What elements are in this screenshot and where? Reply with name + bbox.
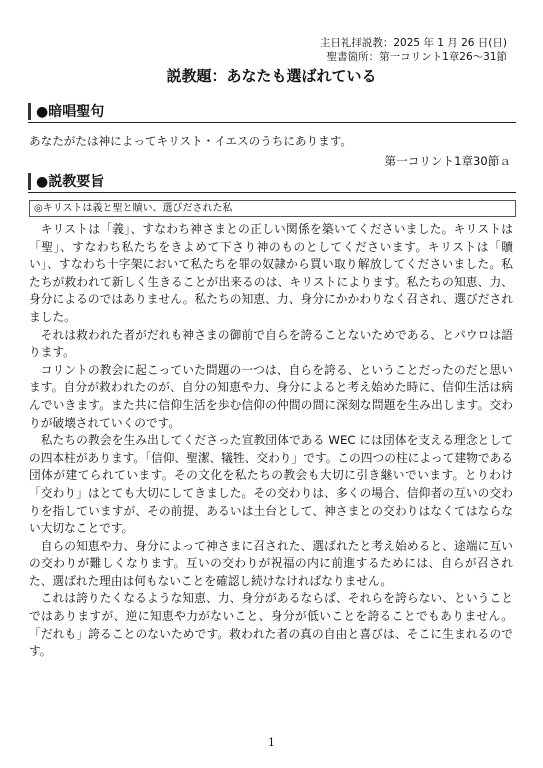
heading-bar	[28, 173, 31, 190]
summary-paragraph: キリストは「義」、すなわち神さまとの正しい関係を築いてくださいました。キリストは「聖」、すなわち私たちをきよめて下さり神のものとしてくださいます。キリストは「贖い」、すなわち十字架において私たちを罪の奴隷から買い取り解放してくださいました。私たちが救われて新しく生きることが出来るのは、キリストによります。私たちの知恵、力、身分によるのではありません。私たちの知恵、力、身分にかかわりなく召され、選びだされました。	[29, 222, 513, 324]
heading-bar	[28, 103, 31, 120]
memory-verse: あなたがたは神によってキリスト・イエスのうちにあります。	[29, 134, 353, 148]
service-date-line: 主日礼拝説教：2025 年 1 月 26 日(日)	[319, 37, 507, 49]
summary-subheading: ◎キリストは義と聖と贖い、選びだされた私	[34, 203, 233, 214]
recitation-heading	[28, 102, 516, 123]
summary-paragraph: これは誇りたくなるような知恵、力、身分があるならば、それらを誇らない、ということではありますが、逆に知恵や力がないこと、身分が低いことを誇ることでもありません。「だれも」誇ることのないためです。救われた者の真の自由と喜びは、そこに生まれるのです。	[29, 591, 513, 659]
page-number: 1	[268, 736, 275, 749]
summary-body	[29, 221, 513, 661]
summary-paragraph: それは救われた者がだれも神さまの御前で自らを誇ることないためである、とパウロは語ります。	[29, 327, 513, 360]
summary-subheading-box	[29, 200, 516, 217]
summary-paragraph: 私たちの教会を生み出してくださった宣教団体である WEC には団体を支える理念としての四本柱があります。「信仰、聖潔、犠牲、交わり」です。この四つの柱によって建物である団体が建てられています。その文化を私たちの教会も大切に引き継いでいます。とりわけ「交わり」はとても大切にしてきました。その交わりは、多くの場合、信仰者の互いの交わりを指していますが、その前提、あるいは土台として、神さまとの交わりはなくてはならない大切なことです。	[29, 433, 513, 536]
sermon-title: 説教題：あなたも選ばれている	[166, 67, 377, 85]
summary-paragraph: コリントの教会に起こっていた問題の一つは、自らを誇る、ということだったのだと思います。自分が救われたのが、自分の知恵や力、身分によると考え始めた時に、信仰生活は病んでいきます。また共に信仰生活を歩む信仰の仲間の間に深刻な問題を生み出します。交わりが破壊されていくのです。	[29, 362, 513, 430]
passage-line: 聖書箇所：第一コリント1章26～31節	[326, 51, 507, 63]
memory-verse-reference: 第一コリント1章30節ａ	[384, 154, 511, 168]
summary-paragraph: 自らの知恵や力、身分によって神さまに召された、選ばれたと考え始めると、途端に互いの交わりが難しくなります。互いの交わりが祝福の内に前進するためには、自らが召された、選ばれた理由は何もないことを確認し続けなければなりません。	[29, 538, 513, 588]
summary-heading	[28, 172, 516, 193]
summary-heading-label: ●説教要旨	[36, 174, 105, 190]
recitation-heading-label: ●暗唱聖句	[36, 104, 105, 120]
